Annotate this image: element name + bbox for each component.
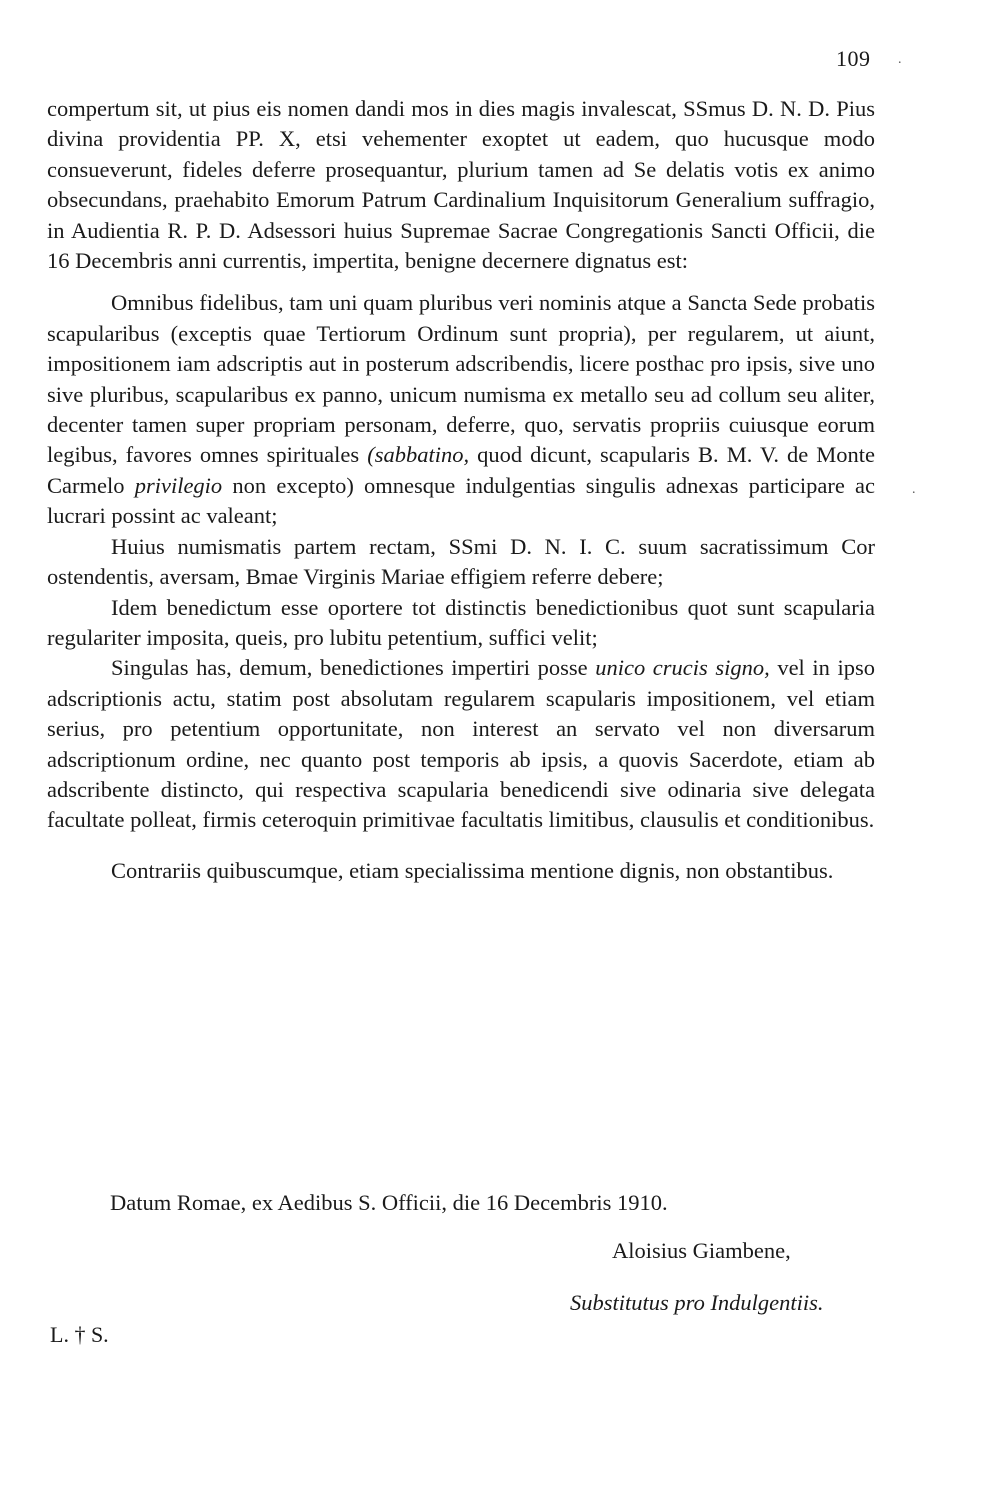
- signatory-name: Aloisius Giambene,: [612, 1238, 791, 1263]
- paragraph-text: Singulas has, demum, benedictiones impertiri posse: [111, 655, 596, 681]
- italic-term: (sabbatino,: [367, 442, 470, 468]
- paragraph-text: vel in ipso adscriptionis actu, statim post absolutam regularem scapularis impositionem, vel etiam serius, pro petentium opportunitate, non interest an servato vel non diversarum adscriptionum ordine, nec quanto post temporis ab ipsis, a quovis Sacerdote, etiam ab adscribente distincto, qui respectiva scapularia benedicendi sive odinaria sive delegata facultate polleat, firmis ceteroquin primitivae facultatis limitibus, clausulis et conditionibus.: [47, 655, 875, 833]
- paragraph-text: quod dicunt, scapularis B. M. V. de Monte Carmelo: [47, 442, 875, 498]
- paragraph-singulas: [47, 653, 875, 835]
- print-speck: .: [898, 52, 902, 67]
- paragraph-text: non excepto) omnesque indulgentias singulis adnexas participare ac lucrari possint ac valeant;: [47, 472, 875, 529]
- seal-mark: L. † S.: [50, 1322, 109, 1347]
- date-line: Datum Romae, ex Aedibus S. Officii, die 16 Decembris 1910.: [110, 1190, 668, 1215]
- page-number: 109: [836, 46, 871, 71]
- italic-term: privilegio: [134, 472, 223, 498]
- paragraph-numismatis: Huius numismatis partem rectam, SSmi D. N. I. C. suum sacratissimum Cor ostendentis, aversam, Bmae Virginis Mariae effigiem referre debere;: [47, 533, 875, 590]
- paragraph-contrariis: Contrariis quibuscumque, etiam specialissima mentione dignis, non obstantibus.: [111, 857, 834, 883]
- italic-term: unico crucis signo,: [595, 655, 770, 681]
- decree-body: [47, 94, 875, 886]
- paragraph-text: Omnibus fidelibus, tam uni quam pluribus veri nominis atque a Sancta Sede probatis scapularibus (exceptis quae Tertiorum Ordinum sunt propria), per regularem, ut aiunt, impositionem iam adscriptis aut in posterum adscribendis, licere posthac pro ipsis, sive uno sive pluribus, scapularibus ex panno, unicum numisma ex metallo seu ad collum seu aliter, decenter tamen super propriam personam, deferre, quo, servatis propriis cuiusque eorum legibus, favores omnes spirituales: [47, 290, 875, 468]
- print-speck: .: [912, 482, 916, 497]
- signatory-title: Substitutus pro Indulgentiis.: [570, 1290, 824, 1315]
- paragraph-benedictum: Idem benedictum esse oportere tot distinctis benedictionibus quot sunt scapularia regulariter imposita, queis, pro lubitu petentium, suffici velit;: [47, 594, 875, 650]
- paragraph-omnibus-fidelibus: [47, 288, 875, 531]
- paragraph-intro: compertum sit, ut pius eis nomen dandi mos in dies magis invalescat, SSmus D. N. D. Pius divina providentia PP. X, etsi vehementer exoptet ut eadem, quo hucusque modo consueverunt, fideles deferre prosequantur, plurium tamen ad Se delatis votis ex animo obsecundans, praehabito Emorum Patrum Cardinalium Inquisitorum Generalium suffragio, in Audientia R. P. D. Adsessori huius Supremae Sacrae Congregationis Sancti Officii, die 16 Decembris anni currentis, impertita, benigne decernere dignatus est:: [47, 96, 875, 274]
